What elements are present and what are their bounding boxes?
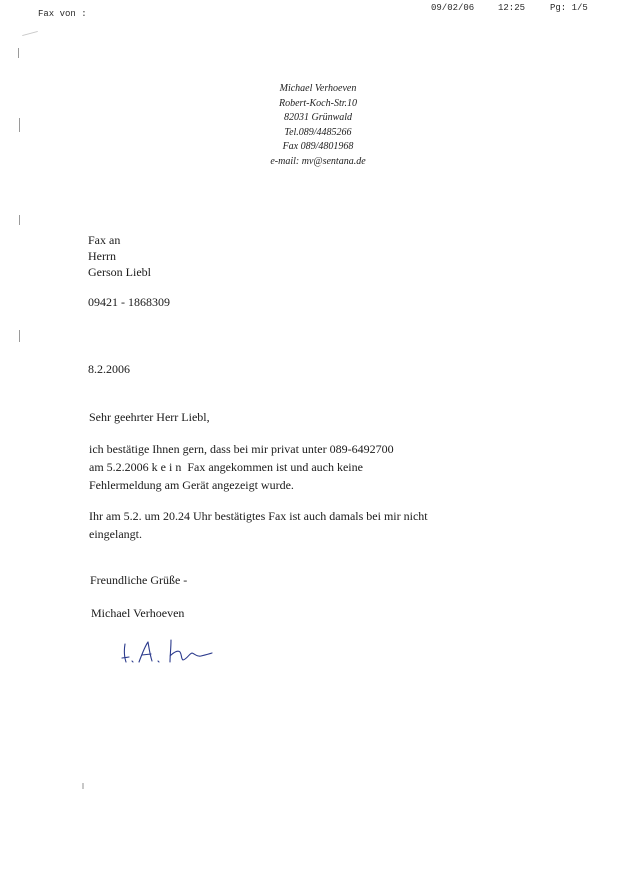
paragraph-1-line-2 [89, 458, 394, 476]
letter-paragraph-2 [89, 507, 428, 543]
scan-speck [18, 48, 19, 58]
fax-page-count: Pg: 1/5 [550, 3, 588, 13]
emphasized-kein: kein [151, 460, 185, 474]
fax-date: 09/02/06 [431, 3, 475, 13]
letter-salutation: Sehr geehrter Herr Liebl, [89, 410, 210, 424]
sender-name: Michael Verhoeven [279, 83, 357, 94]
paragraph-1-line-3: Fehlermeldung am Gerät angezeigt wurde. [89, 478, 294, 492]
letter-date: 8.2.2006 [88, 362, 130, 376]
scan-speck [82, 783, 84, 789]
scan-speck [19, 118, 20, 132]
scan-speck [19, 330, 20, 342]
fax-time: 12:25 [498, 3, 526, 13]
paragraph-1-line-1: ich bestätige Ihnen gern, dass bei mir privat unter 089-6492700 [89, 442, 394, 456]
letter-closing: Freundliche Grüße - [90, 573, 188, 587]
recipient-title: Herrn [88, 249, 116, 263]
paragraph-2-line-2: eingelangt. [89, 527, 142, 541]
paragraph-1-line-2-start: am 5.2.2006 [89, 460, 152, 474]
recipient-name: Gerson Liebl [88, 265, 151, 279]
sender-street: Robert-Koch-Str.10 [278, 97, 358, 109]
fax-transmission-header [0, 0, 637, 20]
scan-speck [22, 31, 38, 36]
paragraph-2-line-1: Ihr am 5.2. um 20.24 Uhr bestätigtes Fax ist auch damals bei mir nicht [89, 509, 428, 523]
sender-email: e-mail: mv@sentana.de [270, 155, 366, 167]
sender-letterhead [218, 82, 418, 169]
recipient-fax-to: Fax an [88, 233, 121, 247]
sender-city: 82031 Grünwald [283, 112, 353, 123]
fax-from-label: Fax von : [38, 9, 87, 19]
paragraph-1-line-2-end: Fax angekommen ist und auch keine [184, 460, 363, 474]
sender-tel: Tel.089/4485266 [284, 126, 352, 138]
signer-name: Michael Verhoeven [91, 606, 185, 620]
sender-fax: Fax 089/4801968 [282, 141, 354, 152]
handwritten-signature [115, 632, 225, 666]
recipient-fax-number: 09421 - 1868309 [88, 295, 170, 309]
recipient-block [88, 232, 151, 280]
letter-paragraph-1 [89, 440, 394, 494]
scan-speck [19, 215, 20, 225]
